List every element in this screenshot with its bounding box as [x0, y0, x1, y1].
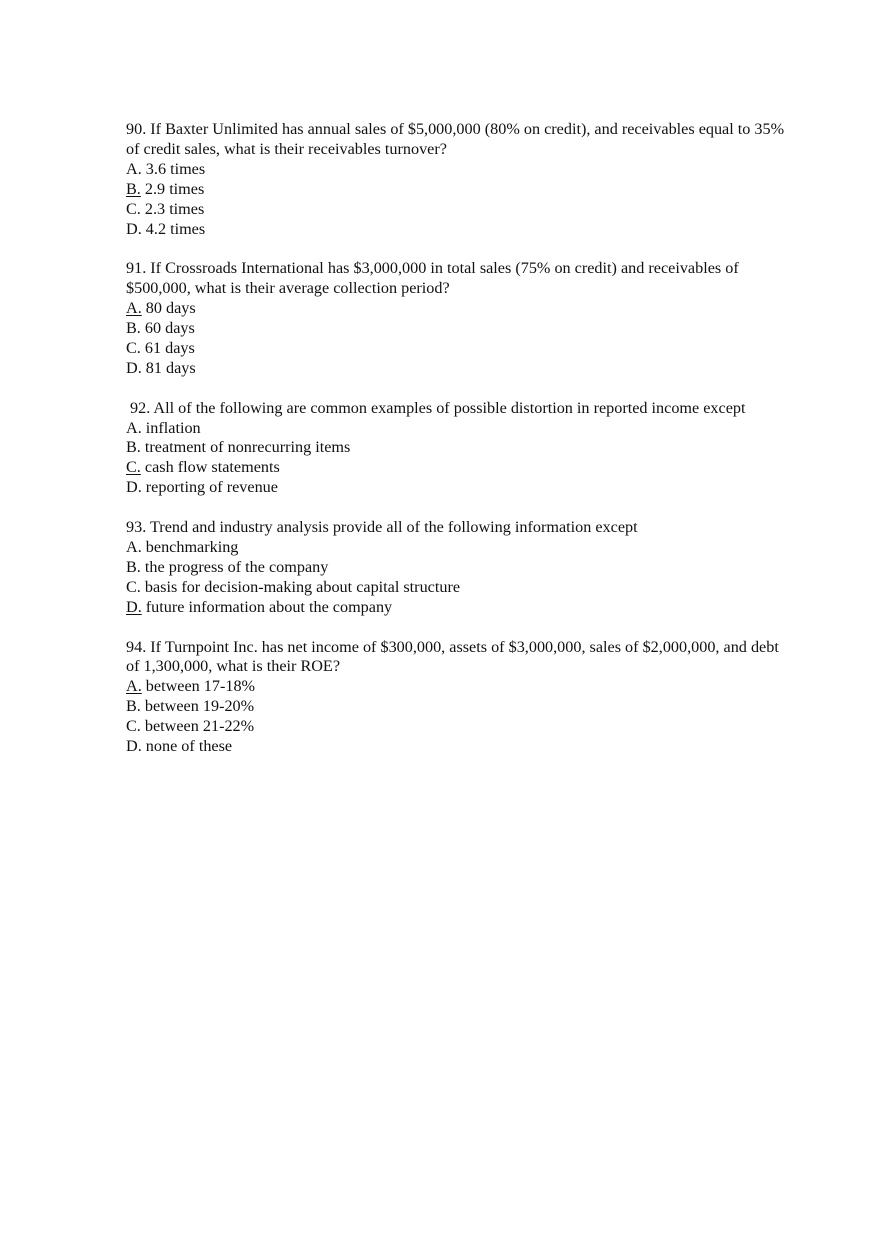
- answer-option-d: [126, 478, 786, 498]
- option-letter: C.: [126, 199, 141, 218]
- option-letter: A.: [126, 418, 142, 437]
- option-text: reporting of revenue: [141, 478, 278, 497]
- option-letter: D.: [126, 478, 142, 497]
- option-text: cash flow statements: [140, 458, 280, 477]
- question-92: [126, 399, 786, 499]
- option-letter-correct: B.: [126, 179, 141, 198]
- answer-option-c: [126, 717, 786, 737]
- question-text: 94. If Turnpoint Inc. has net income of $300,000, assets of $3,000,000, sales of $2,000,000, and debt of 1,300,000, what is their ROE?: [126, 637, 779, 676]
- option-text: 2.3 times: [140, 199, 205, 218]
- option-letter: D.: [126, 358, 142, 377]
- option-text: 2.9 times: [140, 179, 205, 198]
- option-letter: C.: [126, 717, 141, 736]
- option-text: 61 days: [140, 338, 195, 357]
- option-text: 4.2 times: [141, 219, 206, 238]
- option-text: 81 days: [141, 358, 196, 377]
- option-letter: C.: [126, 577, 141, 596]
- option-text: future information about the company: [141, 597, 393, 616]
- question-91: [126, 259, 786, 378]
- option-letter-correct: C.: [126, 458, 141, 477]
- answer-option-b: [126, 558, 786, 578]
- answer-option-d: [126, 598, 786, 618]
- question-text: 91. If Crossroads International has $3,000,000 in total sales (75% on credit) and receivables of $500,000, what is their average collection period?: [126, 259, 739, 298]
- answer-option-a: [126, 299, 786, 319]
- option-text: treatment of nonrecurring items: [140, 438, 351, 457]
- answer-option-c: [126, 200, 786, 220]
- option-text: between 19-20%: [140, 697, 255, 716]
- answer-option-b: [126, 319, 786, 339]
- option-text: between 17-18%: [141, 677, 256, 696]
- answer-option-c: [126, 578, 786, 598]
- option-letter: D.: [126, 737, 142, 756]
- answer-option-b: [126, 438, 786, 458]
- option-letter: A.: [126, 537, 142, 556]
- option-letter-correct: A.: [126, 299, 142, 318]
- option-letter: B.: [126, 557, 141, 576]
- answer-option-c: [126, 339, 786, 359]
- question-text: 90. If Baxter Unlimited has annual sales of $5,000,000 (80% on credit), and receivables equal to 35% of credit sales, what is their receivables turnover?: [126, 120, 785, 158]
- question-text: [126, 399, 786, 419]
- option-letter: C.: [126, 338, 141, 357]
- option-text: 3.6 times: [141, 159, 206, 178]
- option-letter-correct: A.: [126, 677, 142, 696]
- question-93: [126, 518, 786, 618]
- question-94: [126, 638, 786, 757]
- option-letter: B.: [126, 319, 141, 338]
- option-text: none of these: [141, 737, 233, 756]
- answer-option-c: [126, 458, 786, 478]
- option-letter: B.: [126, 697, 141, 716]
- option-text: 60 days: [140, 319, 195, 338]
- question-90: [126, 120, 786, 239]
- answer-option-d: [126, 737, 786, 757]
- answer-option-b: [126, 697, 786, 717]
- answer-option-d: [126, 359, 786, 379]
- answer-option-a: [126, 160, 786, 180]
- question-text-body: 92. All of the following are common examples of possible distortion in reported income except: [130, 398, 746, 417]
- option-text: between 21-22%: [140, 717, 255, 736]
- answer-option-a: [126, 677, 786, 697]
- question-text: 93. Trend and industry analysis provide all of the following information except: [126, 518, 638, 537]
- option-letter-correct: D.: [126, 597, 142, 616]
- option-letter: A.: [126, 159, 142, 178]
- option-text: 80 days: [141, 299, 196, 318]
- answer-option-a: [126, 419, 786, 439]
- answer-option-a: [126, 538, 786, 558]
- option-letter: B.: [126, 438, 141, 457]
- option-text: the progress of the company: [140, 557, 329, 576]
- option-text: inflation: [141, 418, 201, 437]
- option-text: basis for decision-making about capital structure: [140, 577, 461, 596]
- option-letter: D.: [126, 219, 142, 238]
- answer-option-d: [126, 220, 786, 240]
- option-text: benchmarking: [141, 537, 239, 556]
- answer-option-b: [126, 180, 786, 200]
- question-list: [126, 120, 786, 777]
